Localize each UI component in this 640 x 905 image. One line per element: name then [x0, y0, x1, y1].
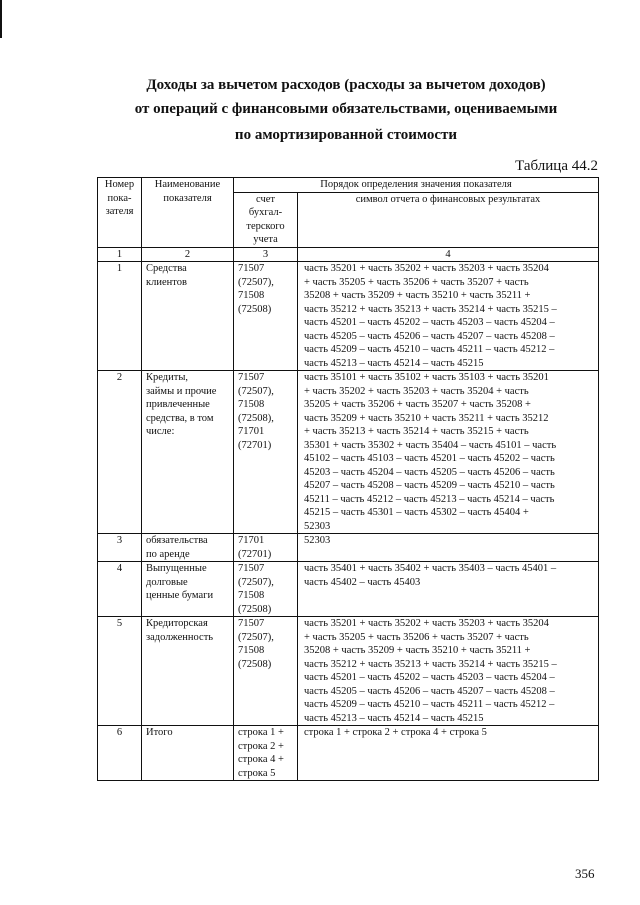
row-formula-line: 45207 – часть 45208 – часть 45209 – часть 45210 – часть: [304, 480, 555, 491]
row-name: [142, 562, 234, 617]
row-formula-line: часть 35212 + часть 35213 + часть 35214 + часть 35215 –: [304, 303, 557, 315]
table-row: [98, 534, 599, 562]
row-formula: [298, 562, 599, 617]
table-body: [98, 262, 599, 781]
row-formula-line: часть 45402 – часть 45403: [304, 576, 421, 588]
column-numbers-row: [98, 247, 599, 262]
row-account-line: 71507: [238, 372, 265, 383]
row-account: [234, 262, 298, 371]
indicators-table: [97, 177, 599, 781]
header-name: [142, 178, 234, 248]
row-account-line: (72508): [238, 303, 272, 315]
table-row: [98, 562, 599, 617]
row-formula-line: + часть 35213 + часть 35214 + часть 35215 + часть: [304, 426, 529, 437]
row-account-line: строка 2 +: [238, 740, 284, 752]
row-formula-line: + часть 35205 + часть 35206 + часть 35207 + часть: [304, 631, 529, 643]
row-formula-line: часть 45205 – часть 45206 – часть 45207 – часть 45208 –: [304, 685, 555, 697]
row-formula-line: часть 45213 – часть 45214 – часть 45215: [304, 357, 484, 369]
row-number: 2: [98, 371, 142, 534]
row-name-line: задолженность: [146, 631, 214, 643]
row-formula-line: часть 35101 + часть 35102 + часть 35103 + часть 35201: [304, 372, 549, 383]
row-account-line: строка 1 +: [238, 727, 284, 738]
row-formula-line: часть 45213 – часть 45214 – часть 45215: [304, 712, 484, 724]
row-account-line: 71507: [238, 618, 265, 629]
header-name-line: Наименование: [154, 179, 221, 190]
row-formula: [298, 726, 599, 781]
header-number-line: пока-: [107, 192, 132, 204]
row-account-line: 71507: [238, 563, 265, 574]
header-number-line: зателя: [105, 206, 134, 217]
row-formula-line: + часть 35205 + часть 35206 + часть 35207 + часть: [304, 276, 529, 288]
title-line-2: от операций с финансовыми обязательствами, оцениваемыми: [134, 101, 558, 117]
column-number: 4: [298, 247, 599, 262]
row-number: 4: [98, 562, 142, 617]
header-symbol: символ отчета о финансовых результатах: [298, 192, 599, 247]
row-formula-line: часть 45209 – часть 45210 – часть 45211 – часть 45212 –: [304, 344, 555, 355]
row-name: [142, 262, 234, 371]
row-account: [234, 562, 298, 617]
row-formula-line: часть 45201 – часть 45202 – часть 45203 – часть 45204 –: [304, 672, 555, 683]
row-account-line: 71508: [238, 290, 265, 301]
row-name-line: по аренде: [146, 548, 190, 560]
page-number: 356: [575, 866, 595, 881]
row-name-line: числе:: [146, 426, 175, 437]
table-row: [98, 726, 599, 781]
row-formula-line: 52303: [304, 535, 331, 546]
row-formula-line: + часть 35202 + часть 35203 + часть 35204 + часть: [304, 385, 529, 397]
header-row-1: [98, 178, 599, 193]
header-account-line: учета: [253, 234, 278, 245]
row-formula-line: 35208 + часть 35209 + часть 35210 + часть 35211 +: [304, 645, 531, 656]
row-formula-line: часть 35209 + часть 35210 + часть 35211 + часть 35212: [304, 412, 549, 424]
row-name-line: привлеченные: [146, 399, 210, 410]
row-account-line: строка 4 +: [238, 754, 284, 765]
row-name-line: средства, в том: [146, 412, 214, 424]
row-name-line: Кредиты,: [146, 372, 189, 383]
row-account-line: 71701: [238, 535, 265, 546]
column-number: 1: [98, 247, 142, 262]
row-formula: [298, 262, 599, 371]
header-account-line: счет: [256, 193, 275, 205]
row-name-line: займы и прочие: [146, 385, 217, 397]
row-account-line: (72701): [238, 439, 272, 451]
table-caption: Таблица 44.2: [515, 158, 598, 174]
row-formula-line: 45203 – часть 45204 – часть 45205 – часть 45206 – часть: [304, 466, 555, 478]
table-row: [98, 617, 599, 726]
row-name-line: обязательства: [146, 535, 208, 546]
row-formula-line: строка 1 + строка 2 + строка 4 + строка 5: [304, 727, 487, 738]
row-account-line: (72507),: [238, 385, 274, 397]
row-account-line: строка 5: [238, 767, 276, 779]
row-formula-line: 35208 + часть 35209 + часть 35210 + часть 35211 +: [304, 290, 531, 301]
row-number: 1: [98, 262, 142, 371]
row-formula-line: 52303: [304, 520, 331, 532]
row-name-line: Итого: [146, 727, 173, 738]
row-formula: [298, 534, 599, 562]
row-account-line: (72508): [238, 658, 272, 670]
header-account-line: бухгал-: [248, 207, 283, 218]
row-formula-line: 35205 + часть 35206 + часть 35207 + часть 35208 +: [304, 399, 531, 410]
row-formula-line: 35301 + часть 35302 + часть 35404 – часть 45101 – часть: [304, 439, 557, 451]
row-account-line: 71701: [238, 426, 265, 437]
row-account-line: (72507),: [238, 631, 274, 643]
row-number: 3: [98, 534, 142, 562]
row-name-line: клиентов: [146, 276, 187, 288]
row-formula-line: 45215 – часть 45301 – часть 45302 – часть 45404 +: [304, 507, 529, 518]
header-account-line: терского: [246, 220, 285, 232]
row-formula-line: часть 45209 – часть 45210 – часть 45211 – часть 45212 –: [304, 699, 555, 710]
header-order: Порядок определения значения показателя: [234, 178, 599, 193]
row-formula-line: часть 45205 – часть 45206 – часть 45207 – часть 45208 –: [304, 330, 555, 342]
row-formula-line: часть 35212 + часть 35213 + часть 35214 + часть 35215 –: [304, 658, 557, 670]
column-number: 2: [142, 247, 234, 262]
row-formula-line: часть 35201 + часть 35202 + часть 35203 + часть 35204: [304, 263, 549, 274]
row-formula: [298, 371, 599, 534]
row-name-line: Средства: [146, 263, 187, 274]
row-name: [142, 726, 234, 781]
row-name-line: долговые: [146, 576, 188, 588]
row-name-line: ценные бумаги: [146, 590, 214, 601]
row-number: 5: [98, 617, 142, 726]
row-formula: [298, 617, 599, 726]
row-account-line: (72507),: [238, 576, 274, 588]
row-account-line: 71508: [238, 645, 265, 656]
row-number: 6: [98, 726, 142, 781]
row-formula-line: 45211 – часть 45212 – часть 45213 – часть 45214 – часть: [304, 493, 555, 505]
row-account-line: (72507),: [238, 276, 274, 288]
row-account: [234, 534, 298, 562]
row-formula-line: часть 35401 + часть 35402 + часть 35403 – часть 45401 –: [304, 563, 557, 574]
header-number-line: Номер: [104, 179, 135, 190]
margin-bar: [0, 0, 2, 38]
row-name: [142, 371, 234, 534]
row-name-line: Выпущенные: [146, 563, 207, 574]
header-name-line: показателя: [163, 192, 212, 204]
row-account-line: 71507: [238, 263, 265, 274]
header-account: [234, 192, 298, 247]
table-row: [98, 371, 599, 534]
row-formula-line: часть 45201 – часть 45202 – часть 45203 – часть 45204 –: [304, 317, 555, 328]
row-account-line: (72508): [238, 603, 272, 615]
title-line-1: Доходы за вычетом расходов (расходы за вычетом доходов): [146, 77, 546, 93]
row-formula-line: 45102 – часть 45103 – часть 45201 – часть 45202 – часть: [304, 453, 555, 464]
row-account-line: (72701): [238, 548, 272, 560]
row-account: [234, 371, 298, 534]
row-name-line: Кредиторская: [146, 618, 208, 629]
table-row: [98, 262, 599, 371]
row-account-line: (72508),: [238, 412, 274, 424]
title-line-3: по амортизированной стоимости: [234, 127, 458, 143]
row-account: [234, 617, 298, 726]
row-name: [142, 534, 234, 562]
row-formula-line: часть 35201 + часть 35202 + часть 35203 + часть 35204: [304, 618, 549, 629]
row-name: [142, 617, 234, 726]
header-number: [98, 178, 142, 248]
row-account-line: 71508: [238, 399, 265, 410]
column-number: 3: [234, 247, 298, 262]
row-account-line: 71508: [238, 590, 265, 601]
row-account: [234, 726, 298, 781]
